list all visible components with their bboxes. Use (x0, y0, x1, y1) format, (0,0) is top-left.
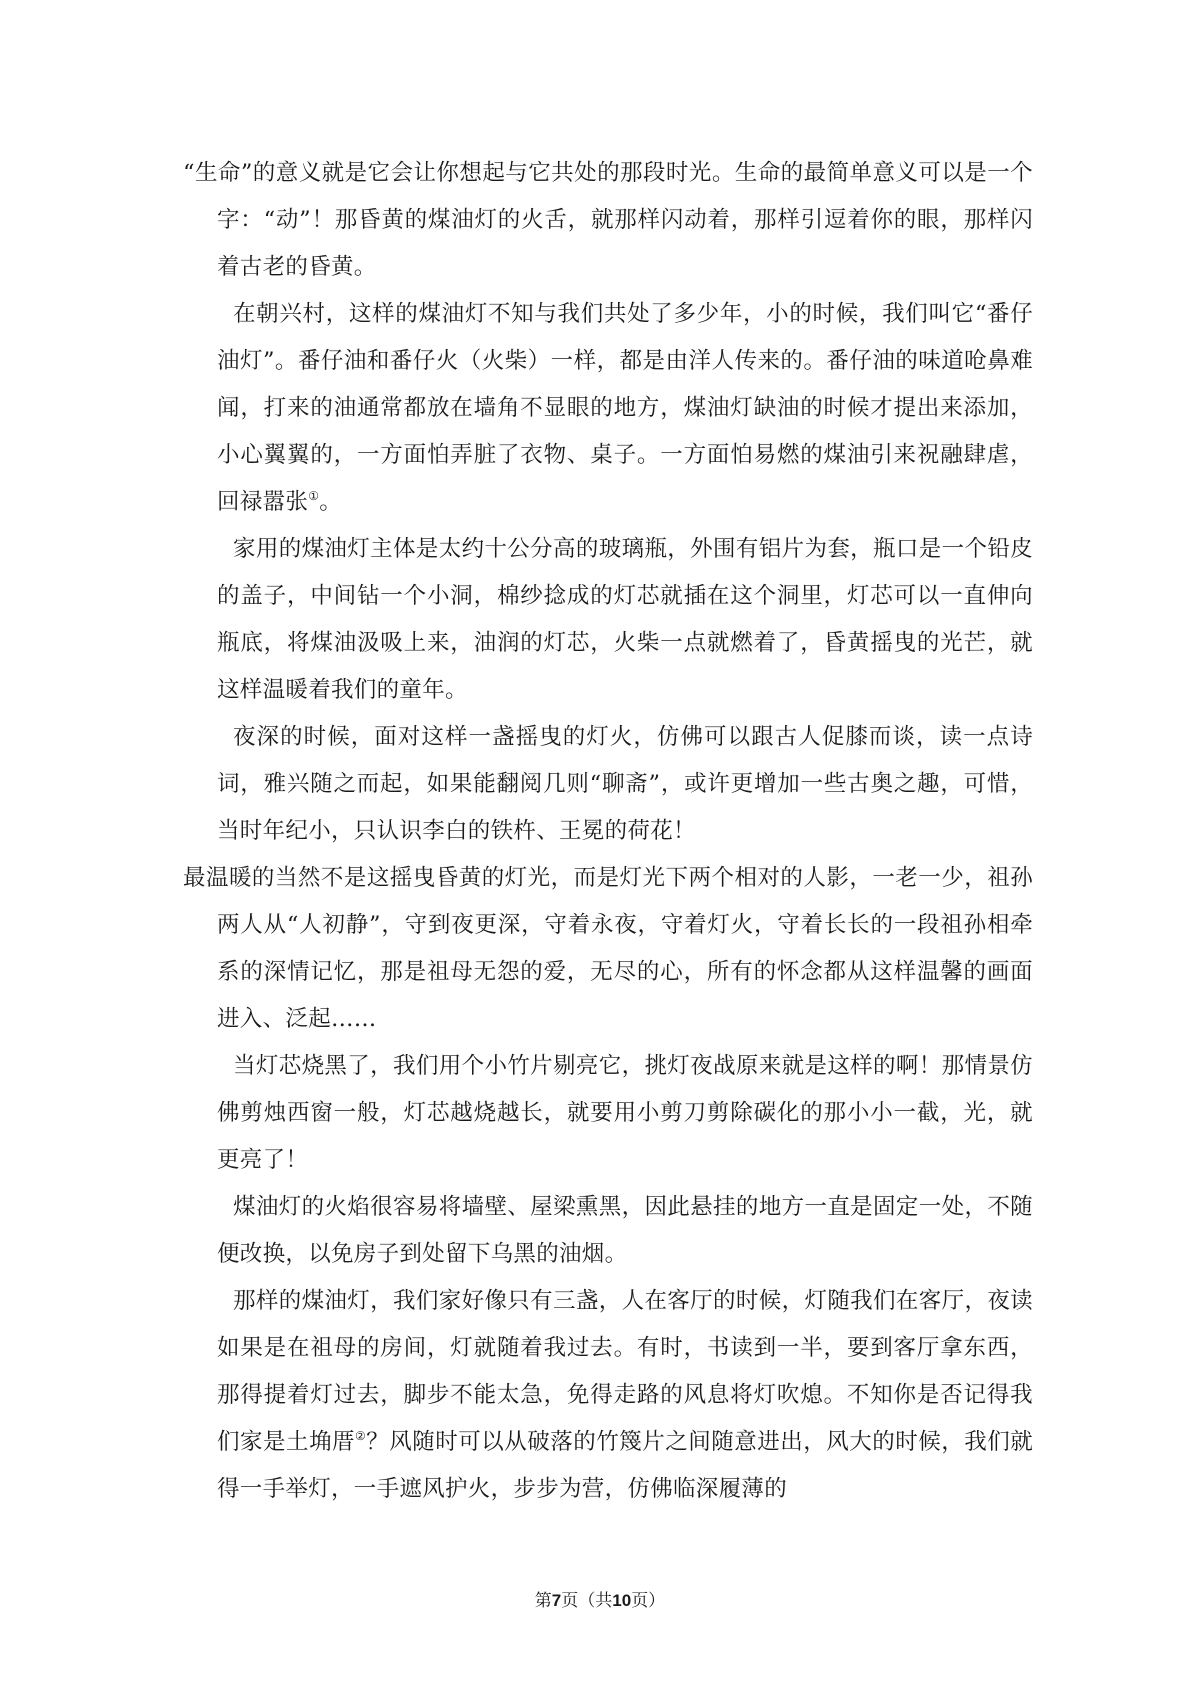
paragraph-text: 当灯芯烧黑了，我们用个小竹片剔亮它，挑灯夜战原来就是这样的啊！那情景仿佛剪烛西窗一般，灯芯越烧越长，就要用小剪刀剪除碳化的那小小一截，光，就更亮了！ (217, 1053, 1033, 1173)
paragraph-text: 煤油灯的火焰很容易将墙壁、屋梁熏黑，因此悬挂的地方一直是固定一处，不随便改换，以免房子到处留下乌黑的油烟。 (217, 1194, 1033, 1267)
paragraph-1 (183, 150, 1033, 291)
paragraph-text: 那样的煤油灯，我们家好像只有三盏，人在客厅的时候，灯随我们在客厅，夜读如果是在祖母的房间，灯就随着我过去。有时，书读到一半，要到客厅拿东西，那得提着灯过去，脚步不能太急，免得走路的风息将灯吹熄。不知你是否记得我们家是土埆厝 (217, 1288, 1033, 1455)
page-footer (0, 1589, 1200, 1613)
paragraph-2 (183, 291, 1033, 526)
paragraph-8 (183, 1278, 1033, 1513)
paragraph-text: 在朝兴村，这样的煤油灯不知与我们共处了多少年，小的时候，我们叫它“番仔油灯”。番仔油和番仔火（火柴）一样，都是由洋人传来的。番仔油的味道呛鼻难闻，打来的油通常都放在墙角不显眼的地方，煤油灯缺油的时候才提出来添加，小心翼翼的，一方面怕弄脏了衣物、桌子。一方面怕易燃的煤油引来祝融肆虐，回禄嚣张 (217, 301, 1033, 515)
footer-total-pages: 10 (612, 1591, 632, 1610)
footer-middle: 页（共 (561, 1591, 613, 1611)
footnote-marker: ② (355, 1429, 367, 1443)
paragraph-5 (183, 855, 1033, 1043)
paragraph-tail: 。 (319, 489, 343, 515)
article-body (183, 150, 1033, 1513)
paragraph-tail: ？风随时可以从破落的竹篾片之间随意进出，风大的时候，我们就得一手举灯，一手遮风护火，步步为营，仿佛临深履薄的 (217, 1429, 1034, 1502)
paragraph-text: 家用的煤油灯主体是太约十公分高的玻璃瓶，外围有铝片为套，瓶口是一个铅皮的盖子，中间钻一个小洞，棉纱捻成的灯芯就插在这个洞里，灯芯可以一直伸向瓶底，将煤油汲吸上来，油润的灯芯，火柴一点就燃着了，昏黄摇曳的光芒，就这样温暖着我们的童年。 (217, 536, 1033, 703)
paragraph-4 (183, 714, 1033, 855)
paragraph-6 (183, 1043, 1033, 1184)
paragraph-text: 最温暖的当然不是这摇曳昏黄的灯光，而是灯光下两个相对的人影，一老一少，祖孙两人从“人初静”，守到夜更深，守着永夜，守着灯火，守着长长的一段祖孙相牵系的深情记忆，那是祖母无怨的爱，无尽的心，所有的怀念都从这样温馨的画面进入、泛起…… (183, 865, 1033, 1032)
footer-page-number: 7 (551, 1591, 562, 1610)
footnote-marker: ① (308, 489, 320, 503)
paragraph-7 (183, 1184, 1033, 1278)
paragraph-3 (183, 526, 1033, 714)
paragraph-text: 夜深的时候，面对这样一盏摇曳的灯火，仿佛可以跟古人促膝而谈，读一点诗词，雅兴随之而起，如果能翻阅几则“聊斋”，或许更增加一些古奥之趣，可惜，当时年纪小，只认识李白的铁杵、王冕的荷花！ (217, 724, 1033, 844)
paragraph-text: “生命”的意义就是它会让你想起与它共处的那段时光。生命的最简单意义可以是一个字：“动”！那昏黄的煤油灯的火舌，就那样闪动着，那样引逗着你的眼，那样闪着古老的昏黄。 (183, 160, 1033, 280)
footer-prefix: 第 (534, 1591, 552, 1611)
footer-suffix: 页） (631, 1591, 666, 1611)
